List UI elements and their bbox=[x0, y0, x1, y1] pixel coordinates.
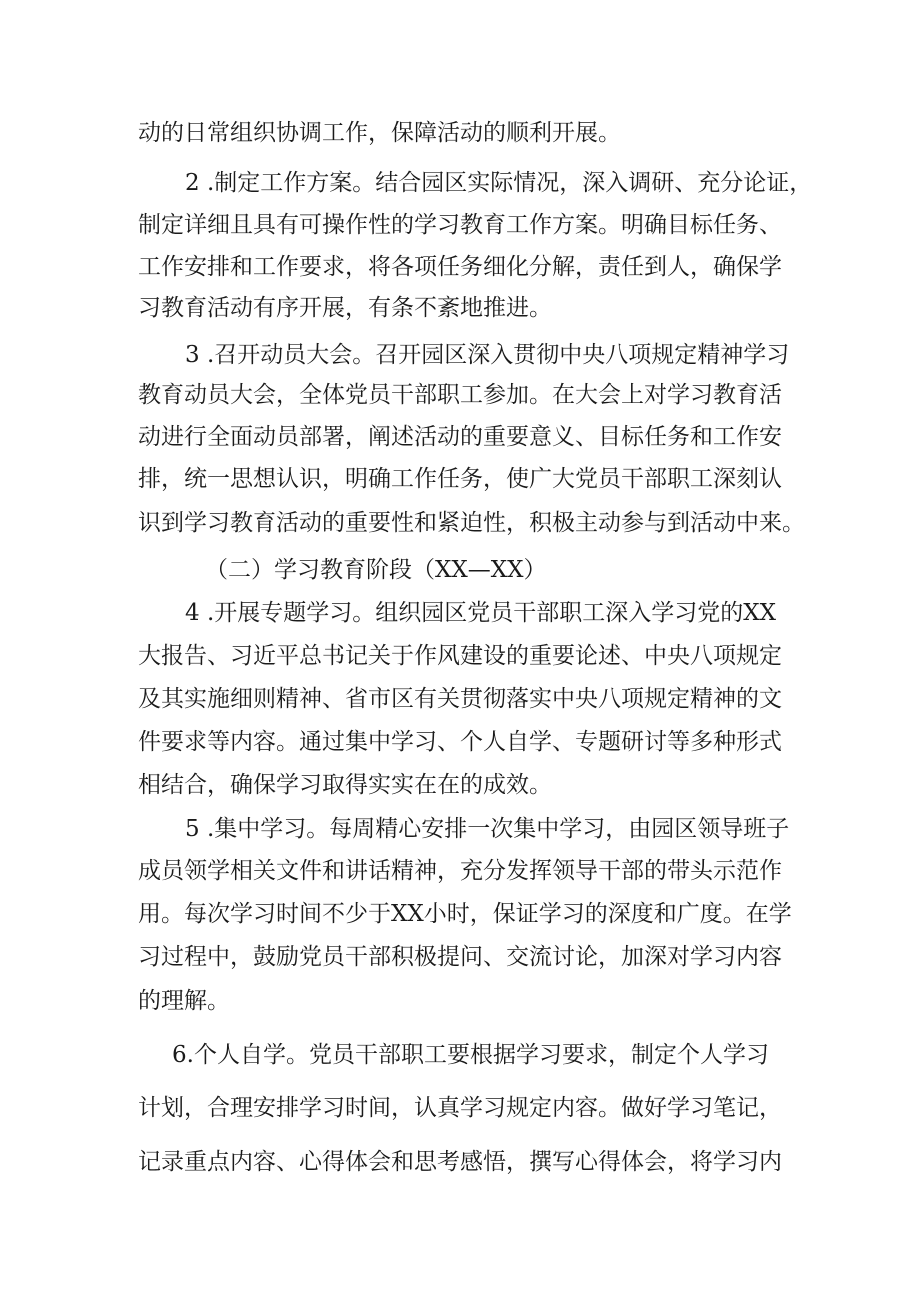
text-line: 排，统一思想认识，明确工作任务，使广大党员干部职工深刻认 bbox=[138, 466, 782, 492]
text-line: 大报告、习近平总书记关于作风建设的重要论述、中央八项规定 bbox=[138, 643, 782, 669]
text-line: 及其实施细则精神、省市区有关贯彻落实中央八项规定精神的文 bbox=[138, 686, 782, 712]
section-heading: （二）学习教育阶段（XX—XX） bbox=[205, 557, 547, 583]
text-line: 习教育活动有序开展，有条不紊地推进。 bbox=[138, 295, 552, 321]
text-line: 识到学习教育活动的重要性和紧迫性，积极主动参与到活动中来。 bbox=[138, 510, 805, 536]
item-3-heading-line: 3 .召开动员大会。召开园区深入贯彻中央八项规定精神学习 bbox=[185, 342, 790, 368]
text-line: 制定详细且具有可操作性的学习教育工作方案。明确目标任务、 bbox=[138, 212, 782, 238]
item-4-heading-line: 4 .开展专题学习。组织园区党员干部职工深入学习党的XX bbox=[185, 600, 777, 626]
item-2-heading-line: 2 .制定工作方案。结合园区实际情况，深入调研、充分论证， bbox=[185, 170, 813, 196]
text-line: 计划，合理安排学习时间，认真学习规定内容。做好学习笔记， bbox=[138, 1095, 782, 1121]
text-line: 教育动员大会，全体党员干部职工参加。在大会上对学习教育活 bbox=[138, 382, 782, 408]
text-line: 相结合，确保学习取得实实在在的成效。 bbox=[138, 772, 552, 798]
text-line: 记录重点内容、心得体会和思考感悟，撰写心得体会，将学习内 bbox=[138, 1149, 782, 1175]
text-line: 的理解。 bbox=[138, 988, 230, 1014]
text-line: 工作安排和工作要求，将各项任务细化分解，责任到人，确保学 bbox=[138, 254, 782, 280]
item-6-heading-line: 6.个人自学。党员干部职工要根据学习要求，制定个人学习 bbox=[172, 1042, 769, 1068]
text-line: 习过程中，鼓励党员干部积极提问、交流讨论，加深对学习内容 bbox=[138, 944, 782, 970]
text-line: 成员领学相关文件和讲话精神，充分发挥领导干部的带头示范作 bbox=[138, 858, 782, 884]
text-line: 件要求等内容。通过集中学习、个人自学、专题研讨等多种形式 bbox=[138, 729, 782, 755]
item-5-heading-line: 5 .集中学习。每周精心安排一次集中学习，由园区领导班子 bbox=[185, 816, 790, 842]
text-line: 用。每次学习时间不少于XX小时，保证学习的深度和广度。在学 bbox=[138, 901, 792, 927]
text-line: 动进行全面动员部署，阐述活动的重要意义、目标任务和工作安 bbox=[138, 424, 782, 450]
line-continuation: 动的日常组织协调工作，保障活动的顺利开展。 bbox=[138, 120, 621, 146]
